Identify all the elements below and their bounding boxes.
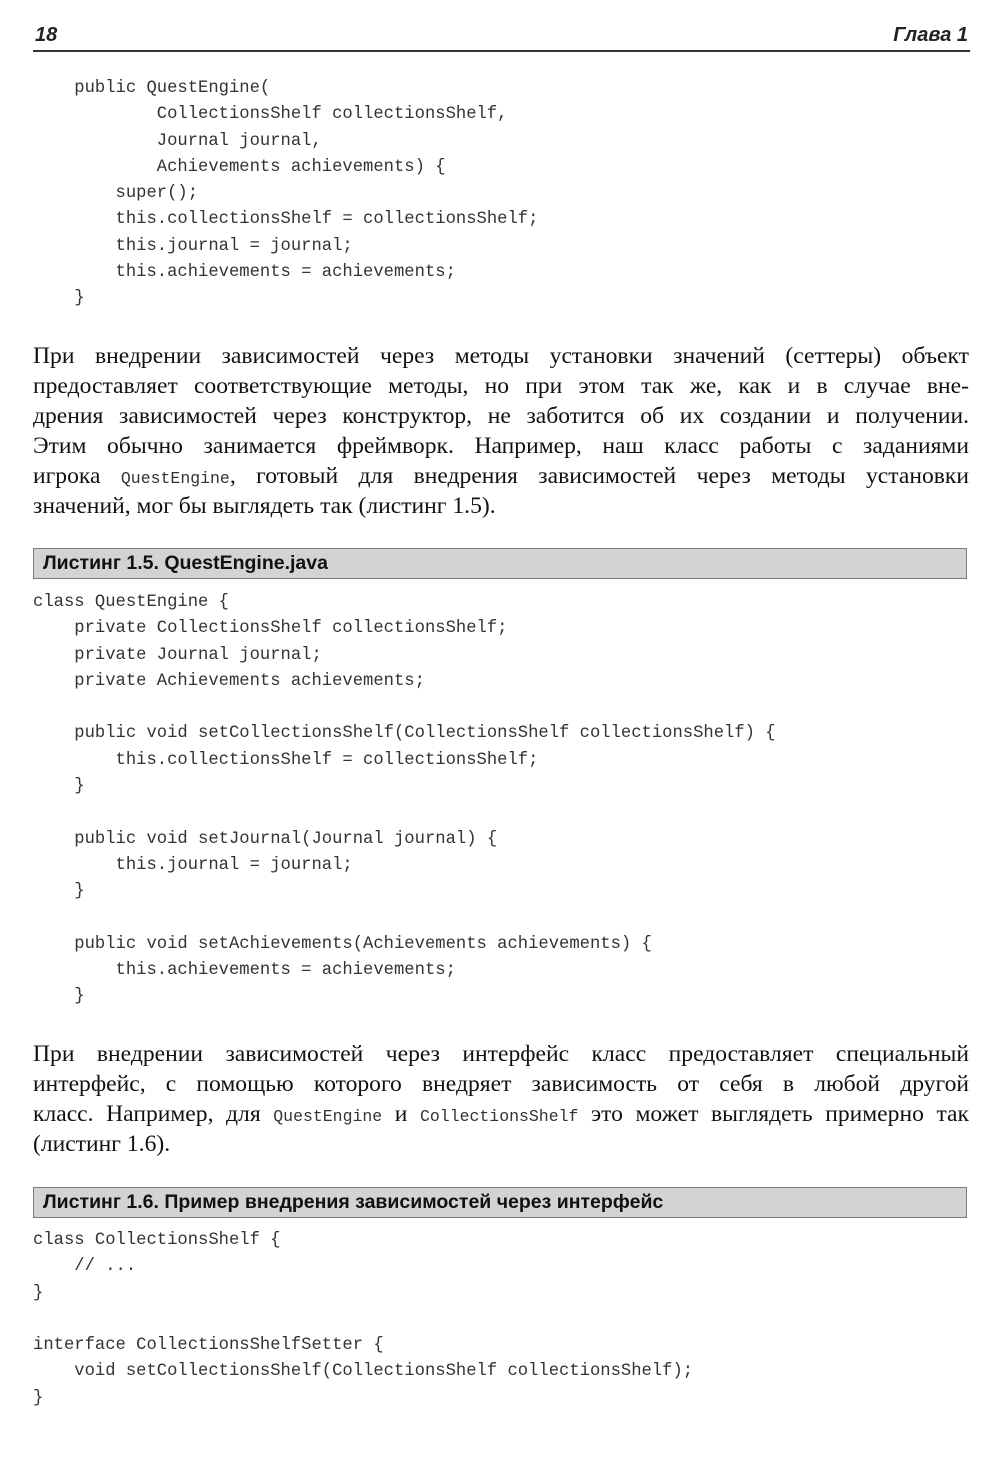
code-line: super(); — [33, 184, 199, 204]
code-line: this.journal = journal; — [33, 236, 353, 256]
code-block-listing-1-5 — [33, 590, 776, 1011]
code-line: interface CollectionsShelfSetter { — [33, 1336, 384, 1356]
text-line: При внедрении зависимостей через методы установки значений (сеттеры) объект — [33, 343, 969, 369]
inline-code: QuestEngine — [120, 469, 230, 488]
text-line: значений, мог бы выглядеть так (листинг 1.5). — [33, 493, 496, 519]
code-line: } — [33, 1388, 44, 1408]
code-block-constructor — [33, 76, 538, 313]
text-fragment: , готовый для внедрения зависимостей через методы установки — [229, 463, 969, 489]
code-line: public QuestEngine( — [33, 79, 271, 98]
text-line — [33, 1099, 969, 1129]
text-line: При внедрении зависимостей через интерфейс класс предоставляет специальный — [33, 1041, 969, 1067]
code-line: Journal journal, — [33, 131, 322, 151]
code-line: CollectionsShelf collectionsShelf, — [33, 105, 508, 125]
code-line: public void setAchievements(Achievements achievements) { — [33, 934, 652, 954]
code-line: } — [33, 777, 85, 797]
running-header — [33, 22, 970, 52]
paragraph-setter-injection — [33, 341, 969, 521]
listing-caption-1-6: Листинг 1.6. Пример внедрения зависимостей через интерфейс — [33, 1187, 967, 1218]
code-line: } — [33, 289, 85, 309]
code-line: this.collectionsShelf = collectionsShelf; — [33, 210, 539, 230]
code-line: // ... — [33, 1257, 137, 1277]
text-line: дрения зависимостей через конструктор, не заботится об их создании и получении. — [33, 403, 969, 429]
code-line — [33, 906, 776, 932]
code-line: void setCollectionsShelf(CollectionsShelf collectionsShelf); — [33, 1362, 694, 1382]
code-line: this.achievements = achievements; — [33, 961, 456, 981]
text-line — [33, 461, 969, 491]
code-block-listing-1-6 — [33, 1228, 693, 1412]
code-line: } — [33, 987, 85, 1007]
code-line: private Journal journal; — [33, 645, 322, 665]
code-line: class QuestEngine { — [33, 593, 229, 612]
text-line: Этим обычно занимается фреймворк. Например, наш класс работы с заданиями — [33, 433, 969, 459]
code-line: private Achievements achievements; — [33, 671, 425, 691]
inline-code: CollectionsShelf — [419, 1107, 579, 1126]
inline-code: QuestEngine — [273, 1107, 383, 1126]
code-line: this.journal = journal; — [33, 855, 353, 875]
code-line — [33, 695, 776, 721]
code-line: Achievements achievements) { — [33, 157, 446, 177]
text-line: предоставляет соответствующие методы, но при этом так же, как и в случае вне- — [33, 373, 969, 399]
code-line: public void setJournal(Journal journal) { — [33, 829, 498, 849]
text-line: интерфейс, с помощью которого внедряет зависимость от себя в любой другой — [33, 1071, 969, 1097]
paragraph-interface-injection — [33, 1039, 969, 1159]
code-line: } — [33, 1283, 44, 1303]
code-line: this.achievements = achievements; — [33, 263, 456, 283]
chapter-label: Глава 1 — [893, 24, 968, 46]
code-line: public void setCollectionsShelf(CollectionsShelf collectionsShelf) { — [33, 724, 776, 744]
code-line: private CollectionsShelf collectionsShelf; — [33, 619, 508, 639]
code-line — [33, 800, 776, 826]
code-line: } — [33, 882, 85, 902]
text-fragment: класс. Например, для — [33, 1101, 261, 1127]
code-line: this.collectionsShelf = collectionsShelf; — [33, 750, 539, 770]
text-fragment: это может выглядеть примерно так — [591, 1101, 969, 1127]
page-number: 18 — [35, 24, 58, 46]
listing-caption-1-5: Листинг 1.5. QuestEngine.java — [33, 548, 967, 579]
code-line — [33, 1307, 693, 1333]
code-line: class CollectionsShelf { — [33, 1231, 281, 1250]
text-fragment: и — [394, 1101, 408, 1127]
text-fragment: игрока — [33, 463, 101, 489]
text-line: (листинг 1.6). — [33, 1131, 171, 1157]
